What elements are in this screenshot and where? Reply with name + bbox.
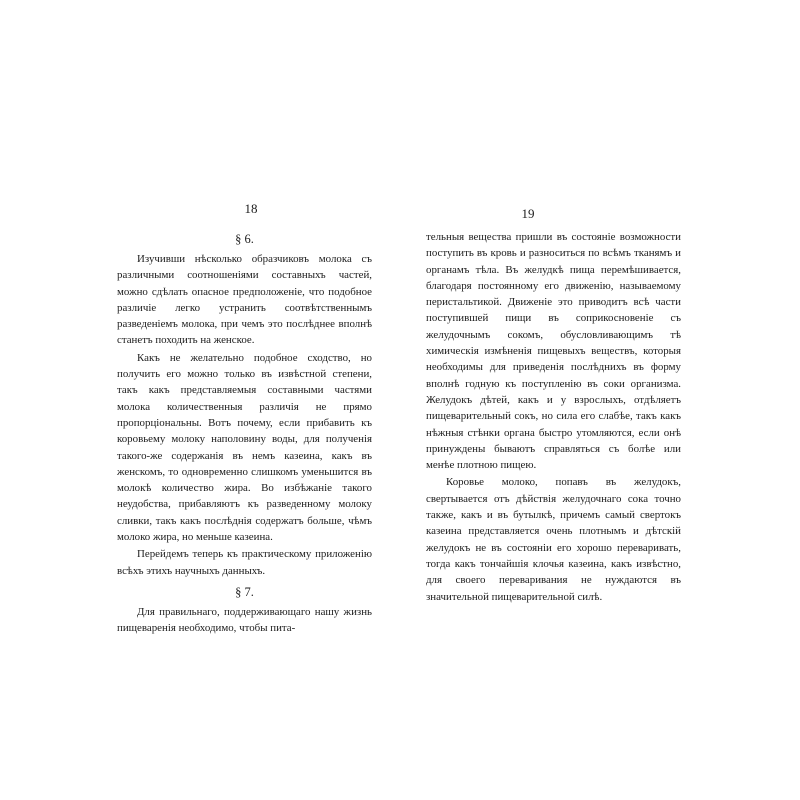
- paragraph: Изучивши нѣсколько образчиковъ молока съ различными соотношеніями составныхъ частей, можно сдѣлать опасное предположеніе, что подобное различіе легко устранить соотвѣтственнымъ разведеніемъ молока, при чемъ это послѣднее вполнѣ станетъ походить на женское.: [117, 253, 372, 347]
- right-text-column: [426, 229, 681, 605]
- section-heading-7: § 7.: [235, 584, 254, 599]
- paragraph: Какъ не желательно подобное сходство, но получить его можно только въ извѣстной степени, такъ какъ представляемыя составными частями молока количественныя различія не прямо пропорціональны. Вотъ почему, если прибавить къ коровьему молоку наполовину воды, для полученія такого-же содержанія въ немъ казеина, какъ въ женскомъ, то одновременно слишкомъ уменьшится въ молокѣ количество жира. Во избѣжаніе такого неудобства, прибавляютъ къ разведенному молоку сливки, такъ какъ послѣднія содержатъ больше, чѣмъ молоко жира, но меньше казеина.: [117, 351, 372, 544]
- right-page: [400, 0, 800, 800]
- paragraph: Для правильнаго, поддерживающаго нашу жизнь пищеваренія необходимо, чтобы пита-: [117, 605, 372, 635]
- section-heading-6: § 6.: [235, 232, 254, 246]
- paragraph: Перейдемъ теперь къ практическому приложенію всѣхъ этихъ научныхъ данныхъ.: [117, 548, 372, 577]
- page-number-left: 18: [244, 201, 258, 216]
- page-number-right: 19: [521, 206, 535, 221]
- left-text-column: [117, 226, 372, 637]
- paragraph: тельныя вещества пришли въ состояніе возможности поступить въ кровь и разноситься по всѣмъ тканямъ и органамъ тѣла. Въ желудкѣ пища перемѣшивается, благодаря постоянному его движенію, называемому перистальтикой. Движеніе это приводитъ всѣ части поступившей пищи въ соприкосновеніе съ желудочнымъ сокомъ, обусловливающимъ тѣ химическія измѣненія пищевыхъ веществъ, которыя необходимы для приведенія послѣднихъ въ форму вполнѣ годную къ поступленію въ соки организма. Желудокъ дѣтей, какъ и у взрослыхъ, отдѣляетъ пищеварительный сокъ, но сила его слабѣе, такъ какъ нѣжныя стѣнки органа быстро утомляются, если онѣ принуждены бываютъ справляться съ болѣе или менѣе плотною пищею.: [426, 231, 681, 472]
- paragraph: Коровье молоко, попавъ въ желудокъ, свертывается отъ дѣйствія желудочнаго сока точно также, какъ и въ бутылкѣ, причемъ самый свертокъ казеина представляется очень плотнымъ и дѣтскій желудокъ не въ состояніи его хорошо переваривать, тогда какъ тончайшія клочья казеина, какъ извѣстно, для своего переваривания не нуждаются въ значительной пищеварительной силѣ.: [426, 476, 681, 603]
